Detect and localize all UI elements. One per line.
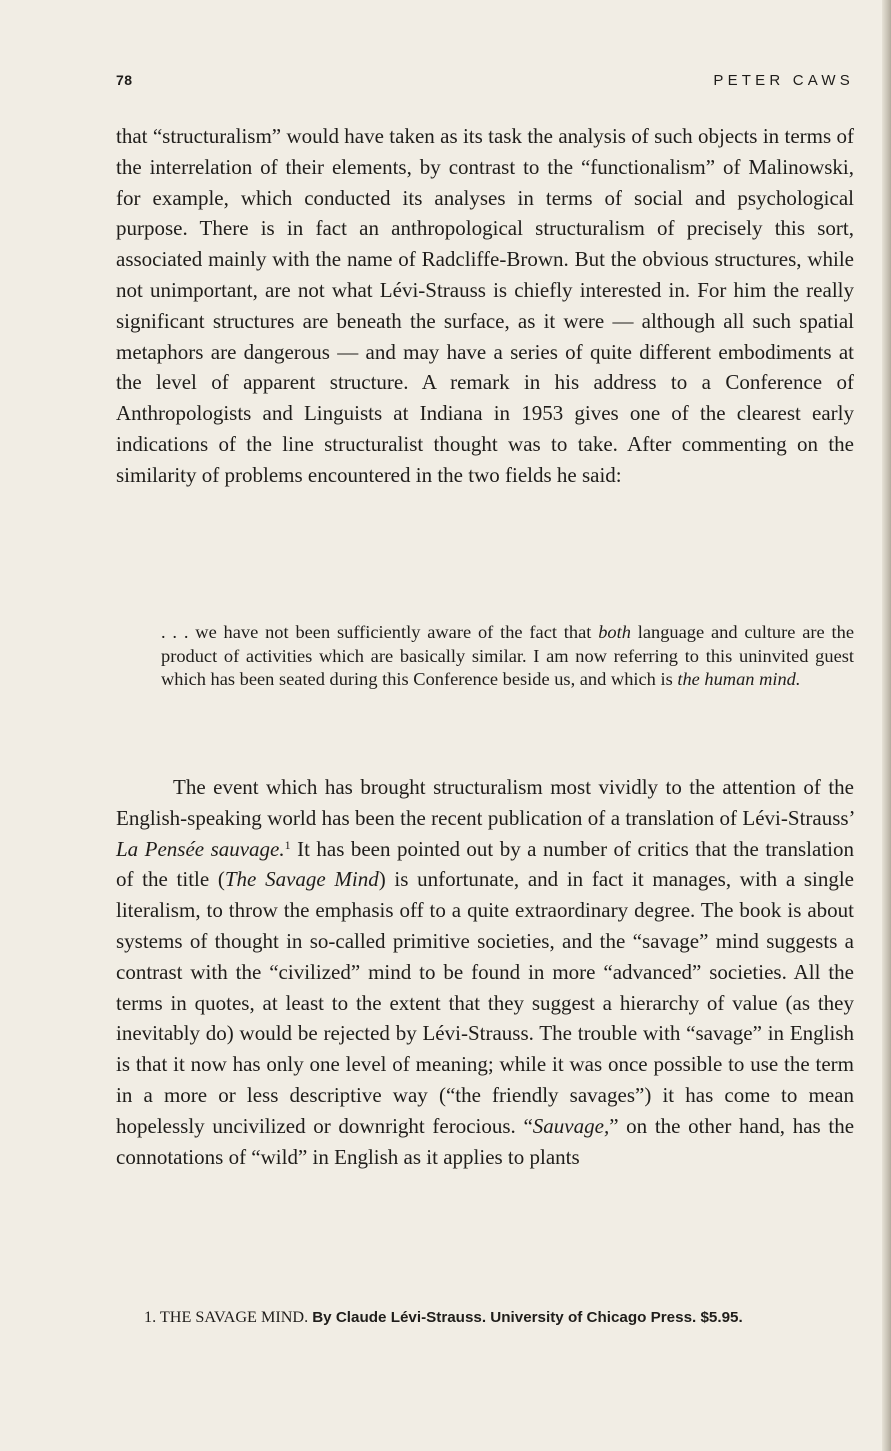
- paragraph-text: It has been pointed out by a number of critics that the translation of the title (: [116, 836, 854, 892]
- paragraph-text: The event which has brought structuralism most vividly to the attention of the English-speaking world has been the recent publication of a translation of Lévi-Strauss’: [116, 775, 854, 830]
- footnote-citation: THE SAVAGE MIND.: [159, 1308, 309, 1326]
- footnote: [144, 1306, 856, 1330]
- footnote-source: By Claude Lévi-Strauss. University of Chicago Press. $5.95.: [312, 1309, 743, 1326]
- body-paragraph: that “structuralism” would have taken as its task the analysis of such objects in terms of the interrelation of their elements, by contrast to the “functionalism” of Malinowski, for example, which conducted its analyses in terms of social and psychological purpose. There is in fact an anthropological structuralism of precisely this sort, associated mainly with the name of Radcliffe-Brown. But the obvious structures, while not unimportant, are not what Lévi-Strauss is chiefly interested in. For him the really significant structures are beneath the surface, as it were — although all such spatial metaphors are dangerous — and may have a series of quite different embodiments at the level of apparent structure. A remark in his address to a Conference of Anthropologists and Linguists at Indiana in 1953 gives one of the clearest early indications of the line structuralist thought was to take. After commenting on the similarity of problems encountered in the two fields he said:: [116, 124, 854, 487]
- page-number: 78: [116, 72, 133, 88]
- footnote-number: 1.: [144, 1308, 157, 1326]
- paragraph-text: ) is unfortunate, and in fact it manages, with a single literalism, to throw the emphasis off to a quite extraordinary degree. The book is about systems of thought in so-called primitive societies, and the “savage” mind suggests a contrast with the “civilized” mind to be found in more “advanced” societies. All the terms in quotes, at least to the extent that they suggest a hierarchy of value (as they inevitably do) would be rejected by Lévi-Strauss. The trouble with “savage” in English is that it now has only one level of meaning; while it was once possible to use the term in a more or less descriptive way (“the friendly savages”) it has come to mean hopelessly uncivilized or downright ferocious. “: [116, 867, 854, 1138]
- french-term: Sauvage,: [532, 1113, 610, 1138]
- book-title-english: The Savage Mind: [224, 867, 379, 892]
- page-edge-shadow: [882, 0, 891, 1451]
- quote-emphasis: both: [598, 622, 631, 642]
- body-paragraph: [116, 772, 854, 1172]
- paragraph-text: ” on the other hand, has the connotations of “wild” in English as it applies to plants: [116, 1113, 855, 1169]
- quote-text: language and culture are the product of activities which are basically similar. I am now referring to this uninvited guest which has been seated during this Conference beside us, and which is: [161, 622, 854, 690]
- quote-text: . . . we have not been sufficiently aware of the fact that: [161, 622, 599, 642]
- quote-emphasis: the human mind.: [677, 669, 801, 690]
- footnote-reference: 1: [284, 837, 291, 852]
- book-title-french: La Pensée sauvage.: [116, 836, 285, 861]
- running-head-author: PETER CAWS: [713, 72, 854, 89]
- block-quote: [161, 621, 854, 692]
- running-head: [116, 72, 854, 94]
